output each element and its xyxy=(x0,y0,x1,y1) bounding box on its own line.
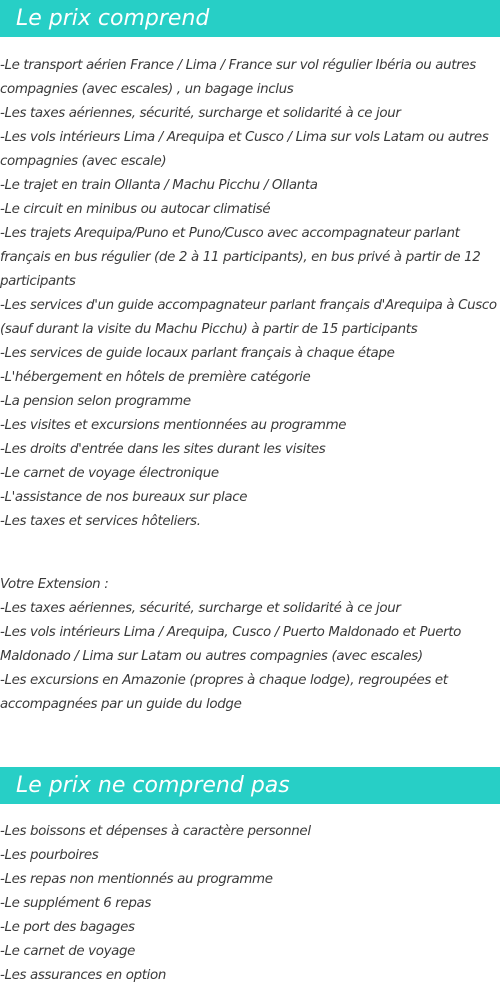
list-item: -Le transport aérien France / Lima / France sur vol régulier Ibéria ou autres xyxy=(0,58,476,73)
includes-list xyxy=(0,54,498,534)
list-item: -Les taxes et services hôteliers. xyxy=(0,514,201,529)
list-item: participants xyxy=(0,274,76,289)
extension-list xyxy=(0,573,498,717)
list-item: -Les vols intérieurs Lima / Arequipa et Cusco / Lima sur vols Latam ou autres xyxy=(0,130,489,145)
list-item: français en bus régulier (de 2 à 11 participants), en bus privé à partir de 12 xyxy=(0,250,481,265)
list-item: -Les trajets Arequipa/Puno et Puno/Cusco avec accompagnateur parlant xyxy=(0,226,460,241)
list-item: -Les vols intérieurs Lima / Arequipa, Cusco / Puerto Maldonado et Puerto xyxy=(0,625,462,640)
list-item: -Le port des bagages xyxy=(0,920,135,935)
list-item: -Les services de guide locaux parlant français à chaque étape xyxy=(0,346,395,361)
list-item: -Les boissons et dépenses à caractère personnel xyxy=(0,824,311,839)
section-title-excludes: Le prix ne comprend pas xyxy=(0,767,500,804)
list-item: -L'assistance de nos bureaux sur place xyxy=(0,490,248,505)
list-item: -Les taxes aériennes, sécurité, surcharge et solidarité à ce jour xyxy=(0,601,401,616)
list-item: -Le circuit en minibus ou autocar climatisé xyxy=(0,202,271,217)
list-item: -La pension selon programme xyxy=(0,394,191,409)
list-item: -Les excursions en Amazonie (propres à chaque lodge), regroupées et xyxy=(0,673,448,688)
list-item: -Les repas non mentionnés au programme xyxy=(0,872,273,887)
list-item: -Le carnet de voyage électronique xyxy=(0,466,219,481)
list-item: -L'hébergement en hôtels de première catégorie xyxy=(0,370,311,385)
list-item: (sauf durant la visite du Machu Picchu) à partir de 15 participants xyxy=(0,322,418,337)
list-item: -Les assurances en option xyxy=(0,968,167,983)
list-item: -Le supplément 6 repas xyxy=(0,896,151,911)
list-item: Maldonado / Lima sur Latam ou autres compagnies (avec escales) xyxy=(0,649,423,664)
list-item: accompagnées par un guide du lodge xyxy=(0,697,242,712)
section-title-includes: Le prix comprend xyxy=(0,0,500,37)
list-item: -Le trajet en train Ollanta / Machu Picchu / Ollanta xyxy=(0,178,318,193)
list-item: compagnies (avec escales) , un bagage inclus xyxy=(0,82,294,97)
list-item: -Les droits d'entrée dans les sites durant les visites xyxy=(0,442,326,457)
list-item: -Les services d'un guide accompagnateur parlant français d'Arequipa à Cusco xyxy=(0,298,497,313)
excludes-list xyxy=(0,820,498,988)
list-item: compagnies (avec escale) xyxy=(0,154,167,169)
list-item: -Le carnet de voyage xyxy=(0,944,136,959)
list-item: -Les pourboires xyxy=(0,848,99,863)
list-item: -Les visites et excursions mentionnées au programme xyxy=(0,418,347,433)
list-item: -Les taxes aériennes, sécurité, surcharge et solidarité à ce jour xyxy=(0,106,401,121)
extension-title: Votre Extension : xyxy=(0,577,109,592)
